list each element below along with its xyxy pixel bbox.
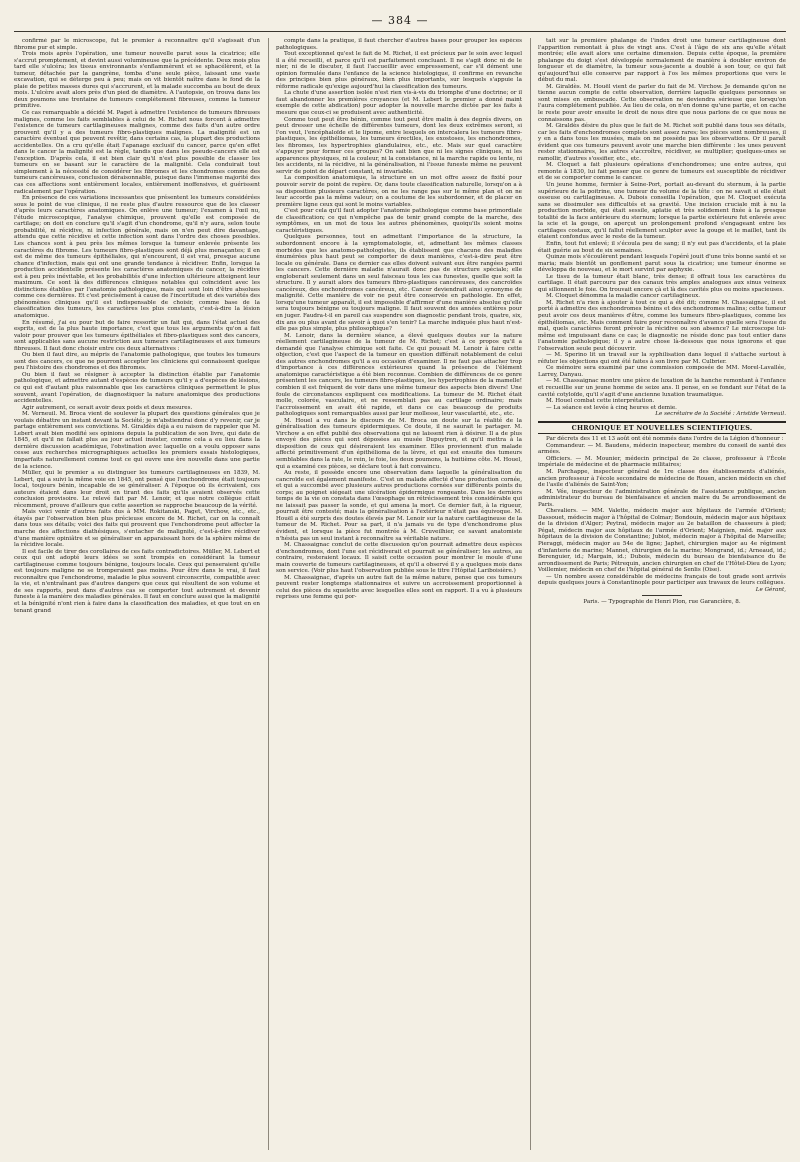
header-rule xyxy=(14,31,786,32)
paragraph: Enfin, tout fut enlevé; il s'écoula peu de sang; il n'y eut pas d'accidents, et la plaie était guérie au bout de six semaines. xyxy=(538,240,786,254)
column-right xyxy=(538,38,786,1150)
column-left xyxy=(14,38,260,1150)
printer-line: Paris. — Typographie de Henri Plon, rue Garancière, 8. xyxy=(583,599,741,606)
paragraph: Le tissu de la tumeur était blanc, très dense; il offrait tous les caractères du cartilage. Il était parcouru par des canaux très amples analogues aux sinus veineux qui sillonnent le foie. On trouvait encore çà et là des cavités plus ou moins spacieuses. xyxy=(538,273,786,293)
paragraph: La chute d'une assertion isolée n'est rien vis-à-vis du triomphe d'une doctrine; or il faut abandonner les premières croyances (et M. Lebert le premier a donné maint exemple de cette abdication) pour adopter la nouvelle marche dictée par les faits à mesure que ceux-ci se produisent avec authenticité. xyxy=(276,90,522,117)
paragraph: M. Giraldès. M. Houël vient de parler du fait de M. Virchow. Je demande qu'on ne tienne aucun compte de cette observation, derrière laquelle quelques personnes se sont mises en embuscade. Cette observation ne deviendra sérieuse que lorsqu'on l'aura complétement publiée. Au lieu de cela, on n'en donne qu'une partie, et on cache le reste pour avoir ensuite le droit de nous dire que nous parlons de ce que nous ne connaissons pas. xyxy=(538,83,786,123)
paragraph: — Un nombre assez considérable de médecins français de tout grade sont arrivés depuis quelques jours à Constantinople pour participer aux travaux de leurs collègues. xyxy=(538,573,786,587)
paragraph: Mais voici venir d'autres faits dus à MM. Rokitanski, Paget, Virchow, etc., etc., étayés par l'observation bien plus précieuse encore de M. Richet, car on la connaît dans tous ses détails; voici des faits qui prouvent que l'enchondrome peut affecter la marche des affections diathésiques, s'entacher de malignité, c'est-à-dire récidiver d'une manière opiniâtre et se généraliser en apparaissant hors de la sphère même de la récidive locale. xyxy=(14,509,260,549)
paragraph: Trois mois après l'opération, une tumeur nouvelle parut sous la cicatrice; elle s'accrut promptement, et devint aussi volumineuse que la précédente. Deux mois plus tard elle s'ulcéra; les tissus environnants s'enflammèrent et se sphacélèrent, et la tumeur, détachée par la gangrène, tomba d'une seule pièce, laissant une vaste excavation, qui se déterge peu à peu; mais on vit bientôt naître dans le fond de la plaie de petites masses dures qui s'accrurent, et la malade succomba au bout de deux mois. L'ulcère avait alors près d'un pied de diamètre. A l'autopsie, on trouva dans les deux poumons une trentaine de tumeurs complétement fibreuses, comme la tumeur primitive. xyxy=(14,51,260,110)
paragraph: Ce mémoire sera examiné par une commission composée de MM. Morel-Lavallée, Larrey, Danyau. xyxy=(538,365,786,378)
column-divider xyxy=(268,38,269,1150)
paragraph: Un jeune homme, fermier à Seine-Port, portait au-devant du sternum, à la partie supérieure de la poitrine, une tumeur du volume de la tête : on ne savait si elle était osseuse ou cartilagineuse. A. Dubois conseilla l'opération, que M. Cloquet exécuta sans se dissimuler ses difficultés et sa gravité. Une incision cruciale mit à nu la production morbide, qui était sessile, aplatie et très solidement fixée à la presque totalité de la face antérieure du sternum; lorsque la partie extérieure fut enlevée avec la scie et la gouge, on aperçut un prolongement profond s'engageant entre les cartilages costaux, qu'il fallut réellement sculpter avec la gouge et le maillet, tant ils étaient confondus avec le reste de la tumeur. xyxy=(538,182,786,241)
paragraph: Chevaliers. — MM. Valette, médecin major aux hôpitaux de l'armée d'Orient; Dassouet, médecin major à l'hôpital de Colmar; Bondouin, médecin major aux hôpitaux de la division d'Alger; Peytral, médecin major au 2e bataillon de chasseurs à pied; Pégat, médecin major aux hôpitaux de l'armée d'Orient; Maignien, méd. major aux hôpitaux de la division de Constantine; Jubiot, médecin major à l'hôpital de Marseille; Pieraggi, médecin major au 54e de ligne; Japhet, chirurgien major au 4e régiment d'infanterie de marine; Mannet, chirurgien de la marine; Mongrand, id.; Arneaud, id.; Berenguier, id.; Margain, id.; Dubois, médecin du bureau de bienfaisance du 8e arrondissement de Paris; Pétrequin, ancien chirurgien en chef de l'Hôtel-Dieu de Lyon; Voillemier, médecin en chef de l'hôpital général de Senlis (Oise). xyxy=(538,508,786,574)
page-number: — 384 — xyxy=(371,14,429,27)
paragraph: M. Houel a vu dans le discours de M. Broca un doute sur la réalité de la généralisation des tumeurs épidermiques. Ce doute, il ne saurait le partager. M. Virchow a en effet publié des observations qui ne laissent rien à désirer. Il a de plus envoyé des pièces qui sont déposées au musée Dupuytren, et qu'il mettra à la disposition de ceux qui désireraient les examiner. Elles proviennent d'un malade affecté primitivement d'un épithélioma de la lèvre, et qui est ensuite des tumeurs semblables dans la rate, le rein, le foie, les deux poumons, la huitième côte. M. Houel, qui a examiné ces pièces, se déclare tout à fait convaincu. xyxy=(276,417,522,470)
paragraph: C'est pour cela qu'il faut adopter l'anatomie pathologique comme base primordiale de classification; ce qui n'empêche pas de tenir grand compte de la marche, des symptômes, en un mot de tous les autres phénomènes, quoiqu'ils soient moins caractéristiques. xyxy=(276,208,522,234)
paragraph: Ou bien il faut dire, au mépris de l'anatomie pathologique, que toutes les tumeurs sont des cancers, ce que ne pourront accepter les cliniciens qui connaissent quelque peu l'histoire des chondromes et des fibromes. xyxy=(14,352,260,372)
secretary-signature: Le secrétaire de la Société : Aristide Verneuil. xyxy=(655,411,786,418)
section-title: CHRONIQUE ET NOUVELLES SCIENTIFIQUES. xyxy=(538,421,786,435)
paragraph: Commandeur. — M. Baudens, médecin inspecteur, membre du conseil de santé des armées. xyxy=(538,442,786,456)
paragraph: Par décrets des 11 et 13 août ont été nommés dans l'ordre de la Légion d'honneur : xyxy=(546,436,784,443)
paragraph: M. Richet n'a rien à ajouter à tout ce qui a été dit; comme M. Chassaignac, il est porté à admettre des enchondromes bénins et des enchondromes malins; cette tumeur peut avoir ces deux manières d'être, comme les tumeurs fibro-plastiques, comme les épithéliomas, etc. Mais comment faire pour reconnaître d'avance quelle sera l'issue du mal, quels caractères feront prévoir la récidive ou son absence? Le microscope lui-même est impuissant dans ce cas; le diagnostic ne réside donc pas tout entier dans l'anatomie pathologique; il y a autre chose là-dessous que nous ignorons et que l'observation seule peut découvrir. xyxy=(538,299,786,352)
paragraph: compte dans la pratique, il faut chercher d'autres bases pour grouper les espèces pathologiques. xyxy=(276,38,522,51)
paragraph: Officiers. — M. Mounier, médecin principal de 2e classe, professeur à l'École impériale de médecine et de pharmacie militaires; xyxy=(538,455,786,469)
paragraph: M. Houel combat cette interprétation. xyxy=(546,398,655,405)
paragraph: tait sur la première phalange de l'index droit une tumeur cartilagineuse dont l'apparition remontait à plus de vingt ans. C'est à l'âge de six ans qu'elle s'était montrée; elle avait alors une certaine dimension. Depuis cette époque, la première phalange du doigt s'est développée normalement de manière à doubler environ de longueur et de diamètre, la tumeur sous-jacente a doublé à son tour, ce qui fait qu'aujourd'hui elle conserve par rapport à l'os les mêmes proportions que vers le début du mal. xyxy=(538,38,786,84)
paragraph: Tout exceptionnel qu'est le fait de M. Richet, il est précieux par le soin avec lequel il a été recueilli, et parce qu'il est parfaitement concluant. Il ne s'agit donc ni de le nier, ni de le discuter, il faut l'accueillir avec empressement, car s'il dément une opinion formulée dans l'enfance de la science histologique, il confirme en revanche des principes bien plus généraux, bien plus importants, sur lesquels s'appuie la réforme radicale qu'exige aujourd'hui la classification des tumeurs. xyxy=(276,51,522,90)
paragraph: Au reste, il possède encore une observation dans laquelle la généralisation du cancroïde est également manifeste. C'est un malade affecté d'une production cornée, et qui a succombé avec plusieurs autres productions cornées sur différents points du corps; au poignet siégeait une ulcération épidermique rongeante. Dans les derniers temps de la vie on constata dans l'œsophage un rétrécissement très considérable qui ne laissait pas passer la sonde, et qui amena la mort. Ce dernier fait, à la rigueur, pourrait être contesté; mais la généralisation à l'extérieur n'était pas équivoque. M. Houël a été surpris des doutes élevés par M. Lenoir sur la nature cartilagineuse de la tumeur de M. Richet. Pour sa part, il n'a jamais vu de type d'enchondrome plus évident, et lorsque la pièce fut montrée à M. Cruveilhier, ce savant anatomiste n'hésita pas un seul instant à reconnaître sa véritable nature. xyxy=(276,470,522,542)
session-report-end xyxy=(538,38,786,411)
paragraph: M. Lenoir, dans la dernière séance, a élevé quelques doutes sur la nature réellement cartilagineuse de la tumeur de M. Richet; c'est à ce propos qu'il a demandé que l'analyse chimique soit faite. Ce qui pousait M. Lenoir à faire cette objection, c'est que l'aspect de la tumeur en question différait notablement de celui des autres enchondromes qu'il a eu occasion d'examiner. Il ne faut pas attacher trop d'importance à ces différences extérieures quand la présence de l'élément anatomique caractéristique a été bien reconnue. Combien de différences de ce genre présentent les cancers, les tumeurs fibro-plastiques, les hypertrophies de la mamelle! combien il est fréquent de voir dans une même tumeur des aspects bien divers! Une foule de circonstances expliquent ces modifications. La tumeur de M. Richet était molle, colorée, vasculaire, et ne ressemblait pas au cartilage ordinaire; mais l'accroissement en avait été rapide, et dans ce cas beaucoup de produits pathologiques sont remarquables aussi par leur mollesse, leur vascularité, etc., etc. xyxy=(276,332,522,418)
column-divider xyxy=(530,38,531,1150)
paragraph: Ce cas remarquable a décidé M. Paget à admettre l'existence de tumeurs fibreuses malignes, comme les faits semblables à celui de M. Richet nous forcent à admettre l'existence de tumeurs cartilagineuses malignes, comme des faits d'un autre ordre prouvent qu'il y a des tumeurs fibro-plastiques malignes. La malignité est un caractère éventuel que peuvent revêtir, dans certains cas, la plupart des productions accidentelles. On a cru qu'elle était l'apanage exclusif du cancer, parce qu'en effet dans le cancer la malignité est la règle, tandis que dans les pseudo-cancers elle est l'exception. D'après cela, il est bien clair qu'il n'est plus possible de classer les tumeurs en se basant sur le caractère de la malignité. Cela conduirait tout simplement à la nécessité de considérer les fibromes et les chondromes comme des tumeurs cancéreuses, conclusion déraisonnable, puisque dans l'immense majorité des cas ces affections sont entièrement locales, entièrement inoffensives, et guérissent radicalement par l'opération. xyxy=(14,110,260,195)
paragraph: En résumé, j'ai eu pour but de faire ressortir un fait qui, dans l'état actuel des esprits, est de la plus haute importance, c'est que tous les arguments qu'on a fait valoir pour prouver que les tumeurs épithéliales et fibro-plastiques sont des cancers, sont applicables sans aucune restriction aux tumeurs cartilagineuses et aux tumeurs fibreuses. Il faut donc choisir entre ces deux alternatives : xyxy=(14,319,260,352)
paragraph: M. Cloquet dénomma la maladie cancer cartilagineux. xyxy=(546,293,701,300)
paragraph: — M. Chassaignac montre une pièce de luxation de la hanche remontant à l'enfance et recueillie sur un jeune homme de seize ans. Il pense, en se fondant sur l'état de la cavité cotyloïde, qu'il s'agit d'une ancienne luxation traumatique. xyxy=(538,378,786,398)
paragraph: — M. Sperino lit un travail sur la syphilisation dans lequel il s'attache surtout à réfuter les objections qui ont été faites à son livre par M. Culbrier. xyxy=(538,352,786,365)
column-middle xyxy=(276,38,522,1150)
paragraph: En présence de ces variations incessantes que présentent les tumeurs considérées sous le point de vue clinique, il ne reste plus d'autre ressource que de les classer d'après leurs caractères anatomiques. On enlève une tumeur; l'examen à l'œil nu, l'étude microscopique, l'analyse chimique, prouvent qu'elle est composée de cartilage; on doit en conclure qu'il s'agit d'un chondrome, qu'il n'y aura, selon toute probabilité, ni récidive, ni infection générale, mais on n'en peut dire davantage, attendu que cette récidive et cette infection sont dans l'ordre des choses possibles. Les chances sont à peu près les mêmes lorsque la tumeur enlevée présente les caractères du fibrome. Les tumeurs fibro-plastiques sont déjà plus menaçantes; il en est de même des tumeurs épithéliales, qui n'encourent, il est vrai, presque aucune chance d'infection, mais qui ont une grande tendance à récidiver. Enfin, lorsque la production accidentelle présente les caractères anatomiques du cancer, la récidive est à peu près inévitable, et les probabilités d'une infection ultérieure atteignent leur maximum. Ce sont là des différences cliniques notables qui coïncident avec les distinctions établies par l'anatomie pathologique, mais qui sont loin d'être absolues comme ces dernières. Et c'est précisément à cause de l'incertitude et des variétés des phénomènes cliniques qu'il est indispensable de choisir, comme base de la classification des tumeurs, les caractères les plus constants, c'est-à-dire la lésion anatomique. xyxy=(14,195,260,319)
paragraph: M. Vée, inspecteur de l'administration générale de l'assistance publique, ancien administrateur du bureau de bienfaisance et ancien maire du 5e arrondissement de Paris. xyxy=(538,488,786,508)
paragraph: M. Chassaignac conclut de cette discussion qu'on pourrait admettre deux espèces d'enchondromes, dont l'une est récidiverait et pourrait se généraliser; les autres, au contraire, resteraient locaux. Il saisit cette occasion pour montrer le moule d'une main couverte de tumeurs cartilagineuses, et qu'il a observé il y a quelques mois dans son service. (Voir plus haut l'observation publiée sous le titre l'Hôpital Lariboisière.) xyxy=(276,542,522,575)
paragraph: confirmé par le microscope, fut le premier à reconnaître qu'il s'agissait d'un fibrome pur et simple. xyxy=(14,38,260,51)
editor-line: Le Gérant, xyxy=(755,586,786,593)
paragraph: M. Chassaignac, d'après un autre fait de la même nature, pense que ces tumeurs peuvent rester longtemps stationnaires et suivre un accroissement proportionnel à celui des pièces du squelette avec lesquelles elles sont en rapport. Il a vu à plusieurs reprises une femme qui por- xyxy=(276,574,522,601)
paragraph: M. Parchappe, inspecteur général de 1re classe des établissements d'aliénés, ancien professeur à l'école secondaire de médecine de Rouen, ancien médecin en chef de l'asile d'aliénés de Saint-Yon; xyxy=(538,469,786,489)
paragraph: Comme tout peut être bénin, comme tout peut être malin à des degrés divers, on peut dresser une échelle de différentes tumeurs, dont les deux extrêmes seront, si l'on veut, l'encéphaloïde et le lipome, entre lesquels on intercalera les tumeurs fibro-plastiques, les épithéliomas, les tumeurs érectiles, les exostoses, les enchondromes, les fibromes, les hypertrophies glandulaires, etc., etc. Mais sur quel caractère s'appuyer pour former ces groupes? On sait bien que ni les signes cliniques, ni les apparences physiques, ni la couleur, ni la consistance, ni la marche rapide ou lente, ni les accidents, ni la récidive, ni la généralisation, ni l'issue funeste même ne peuvent servir de point de départ constant, ni invariable. xyxy=(276,116,522,175)
paragraph: Quelques personnes, tout en admettant l'importance de la structure, la subordonnent encore à la symptomatologie, et, admettant les mêmes classes morbides que les anatomo-pathologistes, ils établissent que chacune des maladies énumérées plus haut peut se comporter de deux manières, c'est-à-dire peut être locale ou générale. Dans ce dernier cas elles doivent suivant eux être rangées parmi les cancers. Cette dernière maladie n'aurait donc pas de structure spéciale; elle engloberait seulement dans un seul faisceau tous les cas funestes, quelle que soit la structure. Il y aurait alors des tumeurs fibro-plastiques cancéreuses, des cancroïdes cancéreux, des enchondromes cancéreux, etc. Cancer deviendrait ainsi synonyme de malignité. Cette manière de voir ne peut être conservée en pathologie. En effet, lorsqu'une tumeur apparaît, il est impossible d'affirmer d'une manière absolue qu'elle sera toujours bénigne ou toujours maligne. Il faut souvent des années entières pour en juger. Faudra-t-il en pareil cas suspendre son diagnostic pendant trois, quatre, six, dix ans ou plus avant de savoir à quoi s'en tenir? La marche indiquée plus haut n'est-elle pas plus simple, plus philosophique? xyxy=(276,234,522,333)
paragraph: Quinze mois s'écoulèrent pendant lesquels l'opéré jouit d'une très bonne santé et se maria; mais bientôt un gonflement parut sous la cicatrice; une tumeur énorme se développa de nouveau, et le mort survint par asphyxie. xyxy=(538,254,786,274)
paragraph: Ou bien il faut se résigner à accepter la distinction établie par l'anatomie pathologique, et admettre autant d'espèces de tumeurs qu'il y a d'espèces de lésions, ce qui est d'autant plus raisonnable que les caractères cliniques permettent le plus souvent, avant l'opération, de diagnostiquer la nature anatomique des productions accidentelles. xyxy=(14,371,260,405)
paragraph: La composition anatomique, la structure en un mot offre assez de fixité pour pouvoir servir de point de repère. Or, dans toute classification naturelle, lorsqu'on a à sa disposition plusieurs caractères, on ne les range pas sur le même plan et on ne leur accorde pas la même valeur; on a coutume de les subordonner, et de placer en première ligne ceux qui sont le moins variables. xyxy=(276,175,522,208)
paragraph: — La séance est levée à cinq heures et demie. xyxy=(546,404,677,411)
paragraph: M. Cloquet a fait plusieurs opérations d'enchondromes; une entre autres, qui remonte à 1830, lui fait penser que ce genre de tumeurs est susceptible de récidiver et de se comporter comme le cancer. xyxy=(538,162,786,182)
paragraph: M. Verneuil. M. Broca vient de soulever la plupart des questions générales que je voulais débattre un instant devant la Société; je m'abstiendrai donc d'y revenir, car je partage entièrement ses convictions. M. Giraldès déjà a eu raison de rappeler que M. Lebert avait bien modifié ses opinions depuis la publication de son livre, qui date de 1845, et qu'il ne fallait plus au jour actuel insister, comme cela a eu lieu dans la dernière discussion académique, l'obstination avec laquelle on a voulu opposer sans cesse aux recherches micrographiques actuelles les premiers essais histologiques, imparfaits naturellement comme tout ce qui ouvre une ère nouvelle dans une partie de la science. xyxy=(14,411,260,470)
news-chronicle xyxy=(538,436,786,587)
paragraph: Il est facile de tirer des corollaires de ces faits contradictoires. Müller, M. Lebert et ceux qui ont adopté leurs idées se sont trompés en considérant la tumeur cartilagineuse comme toujours bénigne, toujours locale. Ceux qui penseraient qu'elle est toujours maligne ne se tromperaient pas moins. Pour être dans le vrai, il faut reconnaître que l'enchondrome, maladie le plus souvent circonscrite, compatible avec la vie, et n'entraînant pas d'autres dangers que ceux qui résultent de son volume et de ses rapports, peut dans d'autres cas se comporter tout autrement et devenir funeste à la manière des maladies générales. Il faut en conclure aussi que la malignité et la bénignité n'ont rien à faire dans la classification des maladies, et que tout en en tenant grand xyxy=(14,548,260,614)
paragraph: Agir autrement, ce serait avoir deux poids et deux mesures. xyxy=(22,404,193,411)
paragraph: Müller, qui le premier a su distinguer les tumeurs cartilagineuses en 1839, M. Lebert, qui a suivi la même voie en 1845, ont pensé que l'enchondrome était toujours local, toujours bénin, incapable de se généraliser. A l'époque où ils écrivaient, ces auteurs étaient dans leur droit en tirant des faits qu'ils avaient observés cette conclusion provisoire. Le relevé fait par M. Lenoir, et que notre collègue citait récemment, prouve d'ailleurs que cette assertion se rapproche beaucoup de la vérité. xyxy=(14,470,260,509)
printer-rule xyxy=(642,595,682,596)
paragraph: M. Giraldès désire du plus que le fait de M. Richet soit publié dans tous ses détails, car les faits d'enchondromes complets sont assez rares; les pièces sont nombreuses, il y en a dans tous les musées, mais on ne possède pas les observations. Or il paraît évident que ces tumeurs peuvent avoir une marche bien différente : les unes peuvent rester stationnaires, les autres s'accroître, récidiver, se multiplier; quelques-unes se ramollir, d'autres s'ossifier, etc., etc. xyxy=(538,123,786,162)
